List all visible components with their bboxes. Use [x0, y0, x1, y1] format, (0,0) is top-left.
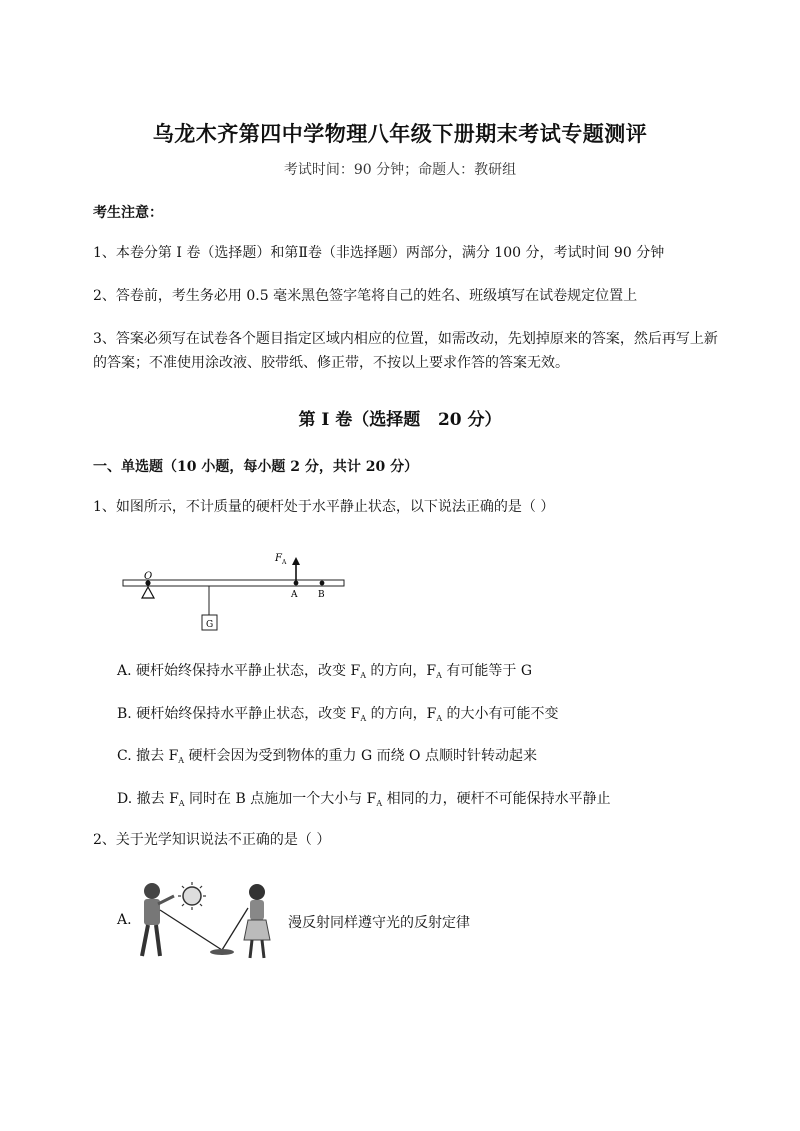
question-2-stem: 2、关于光学知识说法不正确的是（ ） — [93, 832, 331, 848]
label-g: G — [206, 620, 214, 630]
diffuse-reflection-illustration — [130, 878, 280, 964]
girl-leg-left — [250, 940, 252, 958]
question-1-stem: 1、如图所示，不计质量的硬杆处于水平静止状态，以下说法正确的是（ ） — [93, 499, 555, 515]
girl-skirt — [244, 920, 270, 940]
q1-option-a[interactable]: A. 硬杆始终保持水平静止状态，改变 $F_A$ 的方向，$F_A$ 有可能等于 G — [117, 663, 533, 680]
section-title: 第 I 卷（选择题 20 分） — [298, 410, 502, 430]
label-b: B — [318, 590, 325, 600]
notice-heading: 考生注意： — [93, 205, 163, 221]
notice-item-3: 3、答案必须写在试卷各个题目指定区域内相应的位置，如需改动，先划掉原来的答案，然后再写上新的答案；不准使用涂改液、胶带纸、修正带，不按以上要求作答的答案无效。 — [93, 331, 718, 371]
girl-body — [250, 900, 264, 920]
notice-item-1: 1、本卷分第 I 卷（选择题）和第Ⅱ卷（非选择题）两部分，满分 100 分，考试时间 90 分钟 — [93, 245, 665, 261]
point-b — [320, 581, 325, 586]
lever-bar — [123, 580, 344, 586]
reflecting-surface — [210, 949, 234, 955]
girl-leg-right — [262, 940, 264, 958]
fulcrum-triangle-icon — [142, 587, 154, 598]
question-type-heading: 一、单选题（10 小题，每小题 2 分，共计 20 分） — [93, 459, 419, 475]
boy-leg-left — [142, 925, 148, 956]
label-f: F — [275, 553, 282, 564]
force-arrow-up-icon — [292, 557, 300, 565]
lever-diagram — [115, 545, 355, 635]
point-a — [294, 581, 299, 586]
label-a: A — [291, 590, 298, 600]
q1-option-c[interactable]: C. 撤去 $F_A$ 硬杆会因为受到物体的重力 G 而绕 O 点顺时针转动起来 — [117, 748, 537, 765]
page-title: 乌龙木齐第四中学物理八年级下册期末考试专题测评 — [152, 121, 648, 146]
notice-item-2: 2、答卷前，考生务必用 0.5 毫米黑色签字笔将自己的姓名、班级填写在试卷规定位置上 — [93, 288, 638, 304]
boy-leg-right — [156, 925, 160, 956]
label-o: O — [144, 571, 153, 582]
boy-head-icon — [144, 883, 160, 899]
light-ray-2 — [222, 908, 248, 950]
label-f-sub: A — [282, 559, 287, 566]
q2-option-a-label[interactable]: A. — [117, 912, 132, 928]
light-ray-1 — [160, 910, 222, 950]
exam-info: 考试时间：90 分钟；命题人：教研组 — [283, 162, 517, 178]
q2-option-a-text: 漫反射同样遵守光的反射定律 — [288, 915, 470, 931]
girl-head-icon — [249, 884, 265, 900]
q1-option-d[interactable]: D. 撤去 $F_A$ 同时在 B 点施加一个大小与 $F_A$ 相同的力，硬杆不可能保持水平静止 — [117, 791, 611, 808]
sun-icon — [183, 887, 201, 905]
boy-arm — [158, 896, 174, 904]
q1-option-b[interactable]: B. 硬杆始终保持水平静止状态，改变 $F_A$ 的方向，$F_A$ 的大小有可能不变 — [117, 706, 559, 723]
